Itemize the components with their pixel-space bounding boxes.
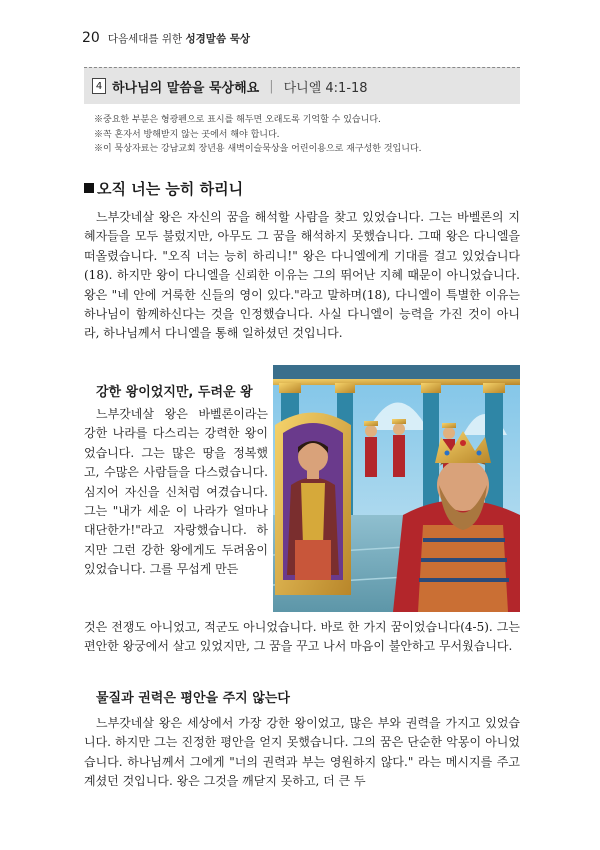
note-highlight: ※중요한 부분은 형광펜으로 표시를 해두면 오래도록 기억할 수 있습니다. xyxy=(94,115,381,125)
throne-room-illustration xyxy=(273,365,520,612)
page-number: 20 xyxy=(82,30,100,46)
square-bullet-icon xyxy=(84,183,94,193)
running-title-bold: 성경말씀 묵상 xyxy=(185,33,251,45)
running-header xyxy=(82,30,250,46)
section-banner xyxy=(84,67,520,104)
note-alone: ※꼭 혼자서 방해받지 않는 곳에서 해야 합니다. xyxy=(94,129,280,140)
subheading-strong-king: 강한 왕이었지만, 두려운 왕 xyxy=(96,385,253,400)
subheading-no-peace: 물질과 권력은 평안을 주지 않는다 xyxy=(96,691,290,706)
running-title xyxy=(108,31,250,46)
main-heading-text: 오직 너는 능히 하리니 xyxy=(97,180,244,198)
section-separator: | xyxy=(269,78,274,94)
study-notes xyxy=(94,113,422,157)
scripture-reference: 다니엘 4:1-18 xyxy=(283,80,368,96)
paragraph-strong-king: 느부갓네살 왕은 바벨론이라는 강한 나라를 다스리는 강력한 왕이었습니다. 그는 많은 땅을 정복했고, 수많은 사람들을 다스렸습니다. 심지어 자신을 신처럼 여겼습니다. 그는 "내가 세운 이 나라가 얼마나 대단한가!"라고 자랑했습니다. 하지만 그런 강한 왕에게도 두려움이 있었습니다. 그를 무섭게 만든 xyxy=(84,407,268,577)
illustration-daniel-and-king xyxy=(273,365,520,612)
paragraph-intro: 느부갓네살 왕은 자신의 꿈을 해석할 사람을 찾고 있었습니다. 그는 바벨론의 지혜자들을 모두 불렀지만, 아무도 그 꿈을 해석하지 못했습니다. 그때 왕은 다니엘을 떠올렸습니다. "오직 너는 능히 하리니!" 왕은 다니엘에게 기대를 걸고 있었습니다(18). 하지만 왕이 다니엘을 신뢰한 이유는 그의 뛰어난 지혜 때문이 아니었습니다. 왕은 "네 안에 거룩한 신들의 영이 있다."라고 말하며(18), 다니엘이 특별한 이유는 하나님이 함께하신다는 것을 인정했습니다. 사실 다니엘이 능력을 가진 것이 아니라, 하나님께서 다니엘을 통해 일하셨던 것입니다. xyxy=(84,210,520,341)
section-title: 하나님의 말씀을 묵상해요 xyxy=(112,80,260,96)
running-title-light: 다음세대를 위한 xyxy=(107,33,183,45)
section-number-badge: 4 xyxy=(92,78,106,94)
note-source: ※이 묵상자료는 강남교회 장년용 새벽이슬묵상을 어린이용으로 재구성한 것입니다. xyxy=(94,144,422,154)
paragraph-no-peace: 느부갓네살 왕은 세상에서 가장 강한 왕이었고, 많은 부와 권력을 가지고 있었습니다. 하지만 그는 진정한 평안을 얻지 못했습니다. 그의 꿈은 단순한 악몽이 아니었습니다. 하나님께서 그에게 "너의 권력과 부는 영원하지 않다." 라는 메시지를 주고 계셨던 것입니다. 왕은 그것을 깨닫지 못하고, 더 큰 두 xyxy=(84,716,520,789)
paragraph-dream-fear: 것은 전쟁도 아니었고, 적군도 아니었습니다. 바로 한 가지 꿈이었습니다(4-5). 그는 편안한 왕궁에서 살고 있었지만, 그 꿈을 꾸고 나서 마음이 불안하고 무서웠습니다. xyxy=(84,620,520,654)
main-heading xyxy=(84,178,243,199)
